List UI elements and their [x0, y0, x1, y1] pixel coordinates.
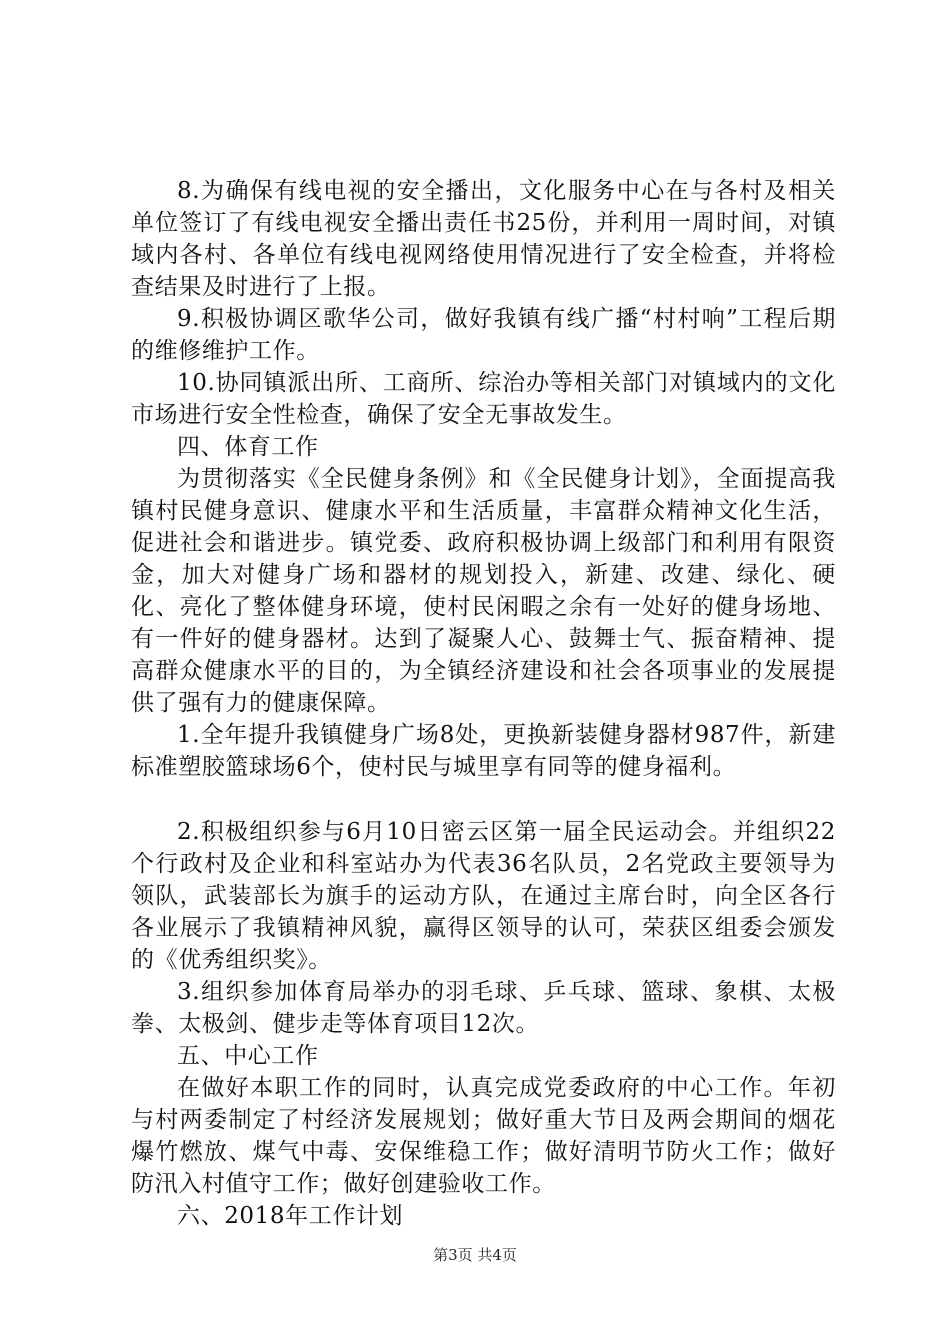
paragraph-sports-intro: 为贯彻落实《全民健身条例》和《全民健身计划》，全面提高我镇村民健身意识、健康水平和生活质量，丰富群众精神文化生活，促进社会和谐进步。镇党委、政府积极协调上级部门和利用有限资金，加大对健身广场和器材的规划投入，新建、改建、绿化、硬化、亮化了整体健身环境，使村民闲暇之余有一处好的健身场地、有一件好的健身器材。达到了凝聚人心、鼓舞士气、振奋精神、提高群众健康水平的目的，为全镇经济建设和社会各项事业的发展提供了强有力的健康保障。 [131, 466, 836, 716]
paragraph-sports-events: 3.组织参加体育局举办的羽毛球、乒乓球、篮球、象棋、太极拳、太极剑、健步走等体育项目12次。 [131, 979, 836, 1037]
section-heading-central-work: 五、中心工作 [177, 1043, 319, 1069]
paragraph-fitness-upgrade: 1.全年提升我镇健身广场8处，更换新装健身器材987件，新建标准塑胶篮球场6个，使村民与城里享有同等的健身福利。 [131, 722, 836, 780]
document-body [131, 175, 836, 1232]
paragraph-central-work: 在做好本职工作的同时，认真完成党委政府的中心工作。年初与村两委制定了村经济发展规划；做好重大节日及两会期间的烟花爆竹燃放、煤气中毒、安保维稳工作；做好清明节防火工作；做好防汛入村值守工作；做好创建验收工作。 [131, 1075, 836, 1197]
paragraph-cable-tv-safety: 8.为确保有线电视的安全播出，文化服务中心在与各村及相关单位签订了有线电视安全播出责任书25份，并利用一周时间，对镇域内各村、各单位有线电视网络使用情况进行了安全检查，并将检查结果及时进行了上报。 [131, 178, 836, 300]
paragraph-sports-meet: 2.积极组织参与6月10日密云区第一届全民运动会。并组织22个行政村及企业和科室站办为代表36名队员，2名党政主要领导为领队，武装部长为旗手的运动方队，在通过主席台时，向全区各行各业展示了我镇精神风貌，赢得区领导的认可，荣获区组委会颁发的《优秀组织奖》。 [131, 819, 836, 973]
paragraph-market-inspection: 10.协同镇派出所、工商所、综治办等相关部门对镇域内的文化市场进行安全性检查，确保了安全无事故发生。 [131, 370, 836, 428]
page-footer: 第3页 共4页 [433, 1246, 517, 1264]
paragraph-broadcast-maintenance: 9.积极协调区歌华公司，做好我镇有线广播“村村响”工程后期的维修维护工作。 [131, 306, 836, 364]
section-heading-sports: 四、体育工作 [177, 434, 319, 460]
section-heading-work-plan: 六、2018年工作计划 [177, 1203, 404, 1229]
